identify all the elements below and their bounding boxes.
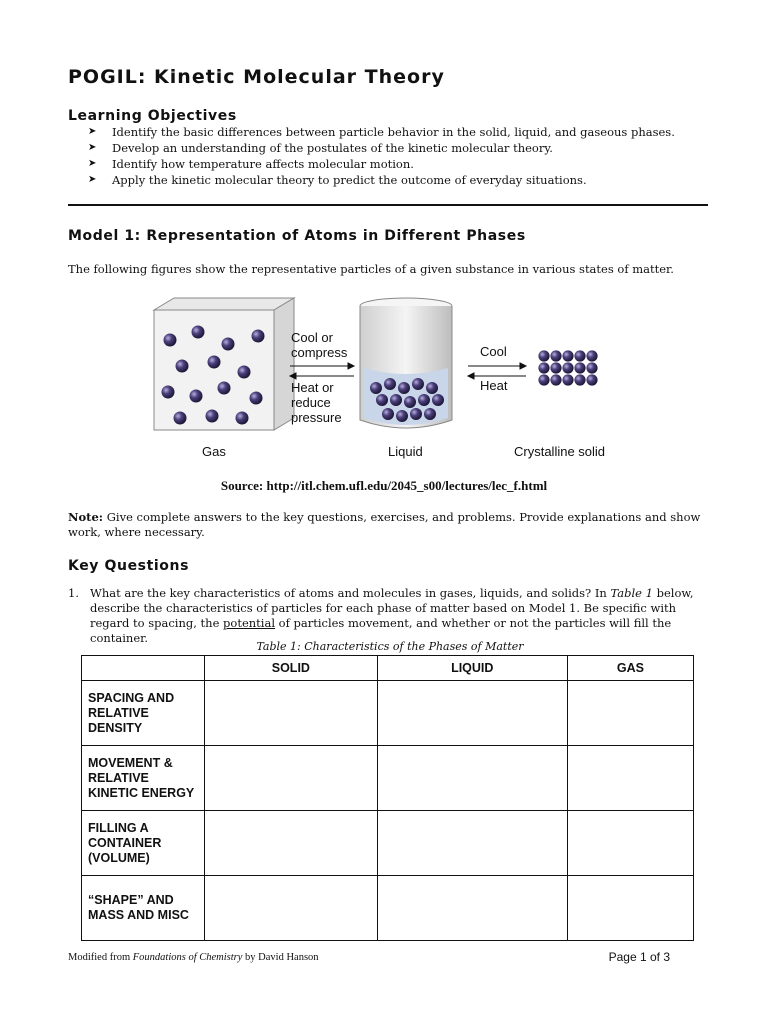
question-number: 1. bbox=[68, 586, 79, 600]
question-1-text: What are the key characteristics of atoms and molecules in gases, liquids, and solids? In Table 1 below, describe the characteristics of particles for each phase of matter based on Model 1. Be specific with regard to spacing, the potential of particles movement, and whether or not the particles will fill the container. bbox=[90, 586, 694, 645]
phases-illustration bbox=[148, 296, 618, 466]
answer-cell[interactable] bbox=[205, 876, 378, 941]
phases-figure bbox=[148, 296, 618, 466]
answer-cell[interactable] bbox=[377, 746, 567, 811]
objectives-list bbox=[88, 124, 675, 188]
cool-compress-label: Cool or compress bbox=[291, 330, 348, 360]
section-divider bbox=[68, 204, 708, 206]
row-header: SPACING AND RELATIVE DENSITY bbox=[82, 681, 205, 746]
answer-cell[interactable] bbox=[205, 681, 378, 746]
crystalline-solid bbox=[538, 350, 597, 385]
phases-table bbox=[81, 655, 694, 941]
crystalline-solid-label: Crystalline solid bbox=[514, 444, 606, 459]
row-header: FILLING A CONTAINER (VOLUME) bbox=[82, 811, 205, 876]
figure-source: Source: http://itl.chem.ufl.edu/2045_s00/lectures/lec_f.html bbox=[220, 478, 548, 493]
objective-item: ➤ Apply the kinetic molecular theory to predict the outcome of everyday situations. bbox=[88, 173, 587, 187]
note-paragraph: Note: Give complete answers to the key questions, exercises, and problems. Provide explanations and show work, where necessary. bbox=[68, 510, 701, 539]
table-reference: Table 1 bbox=[610, 586, 653, 600]
phase-change-arrows-2 bbox=[468, 363, 526, 379]
answer-cell[interactable] bbox=[377, 876, 567, 941]
model1-intro: The following figures show the representative particles of a given substance in various states of matter. bbox=[68, 262, 674, 276]
table-row bbox=[82, 811, 694, 876]
phase-change-arrows-1 bbox=[290, 363, 354, 379]
table-row bbox=[82, 681, 694, 746]
footer-credit: Modified from Foundations of Chemistry by David Hanson bbox=[68, 952, 319, 963]
answer-cell[interactable] bbox=[377, 681, 567, 746]
learning-objectives-heading: Learning Objectives bbox=[68, 108, 237, 124]
book-title: Foundations of Chemistry bbox=[132, 952, 243, 963]
key-questions-heading: Key Questions bbox=[68, 558, 190, 574]
heat-label: Heat bbox=[480, 378, 508, 393]
page-number: Page 1 of 3 bbox=[608, 950, 670, 964]
underlined-word: potential bbox=[223, 616, 275, 630]
objective-item: ➤ Develop an understanding of the postulates of the kinetic molecular theory. bbox=[88, 141, 553, 155]
arrow-bullet-icon: ➤ bbox=[88, 142, 97, 153]
objective-item: ➤ Identify the basic differences between particle behavior in the solid, liquid, and gaseous phases. bbox=[88, 125, 675, 139]
table-row bbox=[82, 876, 694, 941]
table-header-row bbox=[82, 656, 694, 681]
table-caption: Table 1: Characteristics of the Phases of Matter bbox=[256, 640, 524, 653]
liquid-beaker bbox=[360, 298, 452, 428]
answer-cell[interactable] bbox=[567, 681, 693, 746]
answer-cell[interactable] bbox=[377, 811, 567, 876]
note-label: Note: bbox=[68, 510, 104, 524]
gas-box bbox=[154, 298, 294, 430]
table-header-cell: SOLID bbox=[205, 656, 378, 681]
arrow-bullet-icon: ➤ bbox=[88, 174, 97, 185]
answer-cell[interactable] bbox=[567, 811, 693, 876]
row-header: MOVEMENT & RELATIVE KINETIC ENERGY bbox=[82, 746, 205, 811]
model1-heading: Model 1: Representation of Atoms in Different Phases bbox=[68, 228, 526, 244]
gas-label: Gas bbox=[202, 444, 226, 459]
cool-label: Cool bbox=[480, 344, 507, 359]
table-row bbox=[82, 746, 694, 811]
page-title: POGIL: Kinetic Molecular Theory bbox=[68, 66, 445, 88]
table-header-cell: LIQUID bbox=[377, 656, 567, 681]
row-header: “SHAPE” AND MASS AND MISC bbox=[82, 876, 205, 941]
heat-reduce-label: Heat or reduce pressure bbox=[291, 380, 342, 425]
table-header-cell: GAS bbox=[567, 656, 693, 681]
table-header-cell bbox=[82, 656, 205, 681]
arrow-bullet-icon: ➤ bbox=[88, 126, 97, 137]
objective-item: ➤ Identify how temperature affects molecular motion. bbox=[88, 157, 414, 171]
answer-cell[interactable] bbox=[567, 876, 693, 941]
answer-cell[interactable] bbox=[205, 811, 378, 876]
arrow-bullet-icon: ➤ bbox=[88, 158, 97, 169]
answer-cell[interactable] bbox=[205, 746, 378, 811]
liquid-label: Liquid bbox=[388, 444, 423, 459]
answer-cell[interactable] bbox=[567, 746, 693, 811]
